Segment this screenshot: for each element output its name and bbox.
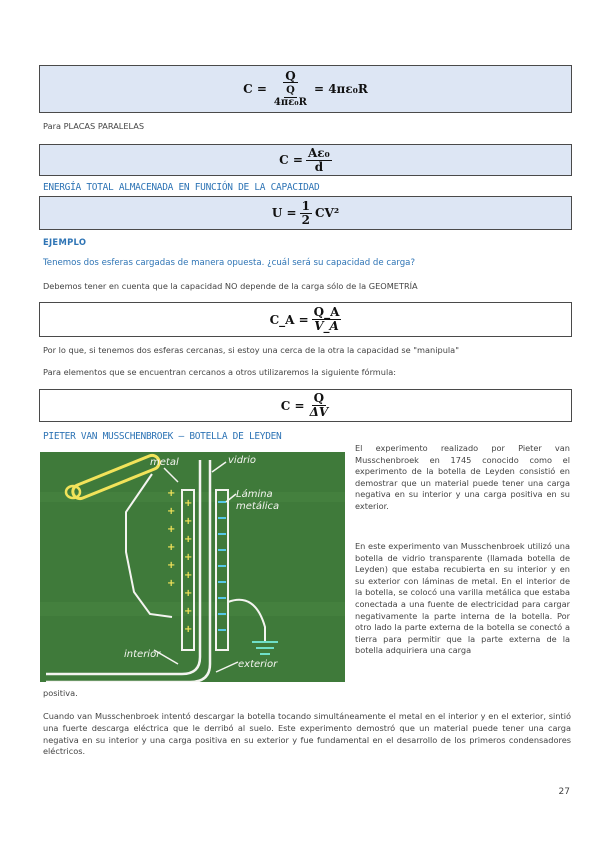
formula-box-delta-v (39, 389, 572, 422)
paragraph-continuation: positiva. (43, 688, 78, 698)
svg-text:+: + (184, 498, 193, 509)
svg-text:+: + (167, 506, 176, 517)
label-exterior: exterior (238, 659, 278, 670)
heading-leyden: PIETER VAN MUSSCHENBROEK – BOTELLA DE LEYDEN (43, 431, 282, 442)
example-note: Debemos tener en cuenta que la capacidad NO depende de la carga sólo de la GEOMETRÍA (43, 281, 418, 291)
formula-box-energy (39, 196, 572, 230)
leyden-jar-illustration (40, 452, 345, 682)
paragraph-close-spheres: Por lo que, si tenemos dos esferas cercanas, si estoy una cerca de la otra la capacidad se "manipula" (43, 345, 459, 355)
label-metal: metal (150, 457, 179, 468)
svg-text:+: + (184, 624, 193, 635)
caption-parallel-plates: Para PLACAS PARALELAS (43, 121, 145, 131)
example-question: Tenemos dos esferas cargadas de manera opuesta. ¿cuál será su capacidad de carga? (43, 258, 416, 268)
label-interior: interior (124, 649, 161, 660)
paragraph-formula-intro: Para elementos que se encuentran cercanos a otros utilizaremos la siguiente fórmula: (43, 367, 397, 377)
svg-text:+: + (184, 570, 193, 581)
formula-box-sphere-a (39, 302, 572, 337)
formula-plates-capacitance: C = $\frac{\text{Aε₀}}{d}$ (279, 145, 330, 174)
example-heading: EJEMPLO (43, 237, 87, 247)
svg-text:+: + (184, 516, 193, 527)
formula-sphere-capacitance: C = $\frac{Q}{\frac{Q}{\text{4πε₀R}}}$ = 4πε₀R (243, 68, 368, 108)
formula-box-plates (39, 144, 572, 176)
svg-text:+: + (167, 524, 176, 535)
formula-energy: U = $\frac{1}{2}$ CV² (271, 198, 340, 227)
svg-text:+: + (167, 542, 176, 553)
svg-text:+: + (184, 606, 193, 617)
page-number: 27 (558, 787, 570, 797)
svg-text:+: + (184, 588, 193, 599)
side-paragraph-1: El experimento realizado por Pieter van Musschenbroek en 1745 conocido como el experimento de la botella de Leyden consistió en demostrar que un material puede tener una carga negativa en su interior y una carga positiva en su exterior. (355, 443, 570, 511)
label-vidrio: vidrio (228, 455, 257, 466)
formula-capacitance-delta-v: C = $\frac{Q}{\Delta V}$ (280, 391, 329, 419)
label-lamina: Lámina (236, 489, 273, 500)
formula-capacitance-a: C_A = $\frac{Q\_A}{V\_A}$ (269, 305, 340, 333)
svg-text:+: + (167, 488, 176, 499)
svg-text:+: + (184, 534, 193, 545)
chalkboard-background (40, 452, 345, 682)
heading-energy: ENERGÍA TOTAL ALMACENADA EN FUNCIÓN DE LA CAPACIDAD (43, 182, 320, 193)
svg-text:+: + (184, 552, 193, 563)
svg-text:+: + (167, 560, 176, 571)
side-paragraph-2: En este experimento van Musschenbroek utilizó una botella de vidrio transparente (llamada botella de Leyden) que estaba recubierta en su interior y en su exterior con láminas de metal. En el interior de la botella, se colocó una varilla metálica que estaba conectada a una fuente de electricidad para cargar negativamente la parte interna de la botella. Por otro lado la parte externa de la botella se conectó a tierra para permitir que la parte externa de la botella adquiriera una carga (355, 541, 570, 656)
formula-box-sphere (39, 65, 572, 113)
svg-text:+: + (167, 578, 176, 589)
bottom-paragraph: Cuando van Musschenbroek intentó descargar la botella tocando simultáneamente el metal en el interior y en el exterior, sintió una fuerte descarga eléctrica que le derribó al suelo. Este experimento demostró que un material puede tener una carga negativa en su interior y una carga positiva en su exterior y fue fundamental en el desarrollo de los primeros condensadores eléctricos. (43, 711, 571, 757)
label-metalica: metálica (236, 501, 280, 512)
